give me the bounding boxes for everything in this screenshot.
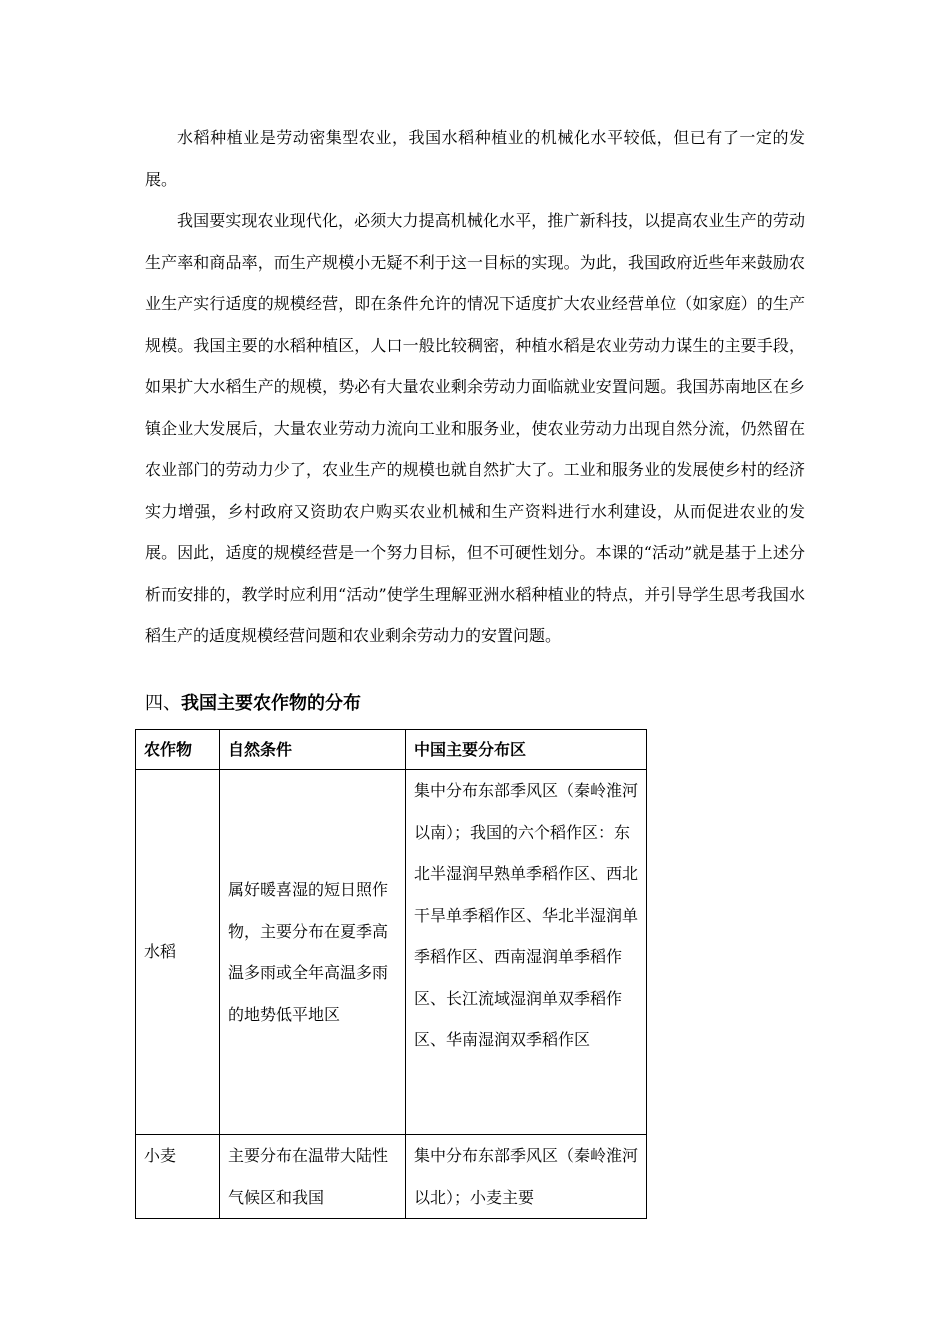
- header-conditions: 自然条件: [220, 730, 406, 770]
- section-heading: [145, 690, 361, 718]
- crop-cell: 小麦: [136, 1135, 220, 1219]
- conditions-cell: 属好暖喜湿的短日照作物，主要分布在夏季高温多雨或全年高温多雨的地势低平地区: [220, 770, 406, 1135]
- header-crop: 农作物: [136, 730, 220, 770]
- paragraph-rice-mechanization: 水稻种植业是劳动密集型农业，我国水稻种植业的机械化水平较低，但已有了一定的发展。: [145, 128, 805, 189]
- table-row: [136, 770, 647, 1135]
- table-row: [136, 1135, 647, 1219]
- crop-cell: 水稻: [136, 770, 220, 1135]
- distribution-cell: 集中分布东部季风区（秦岭淮河以北）；小麦主要: [406, 1135, 647, 1219]
- header-distribution: 中国主要分布区: [406, 730, 647, 770]
- section-number: 四、: [145, 693, 181, 714]
- table-header-row: [136, 730, 647, 770]
- conditions-cell: 主要分布在温带大陆性气候区和我国: [220, 1135, 406, 1219]
- section-title: 我国主要农作物的分布: [181, 693, 361, 714]
- distribution-cell: 集中分布东部季风区（秦岭淮河以南）；我国的六个稻作区：东北半湿润早熟单季稻作区、西北干旱单季稻作区、华北半湿润单季稻作区、西南湿润单季稻作区、长江流域湿润单双季稻作区、华南湿润双季稻作区: [406, 770, 647, 1135]
- paragraph-agricultural-modernization: 我国要实现农业现代化，必须大力提高机械化水平，推广新科技，以提高农业生产的劳动生产率和商品率，而生产规模小无疑不利于这一目标的实现。为此，我国政府近些年来鼓励农业生产实行适度的规模经营，即在条件允许的情况下适度扩大农业经营单位（如家庭）的生产规模。我国主要的水稻种植区，人口一般比较稠密，种植水稻是农业劳动力谋生的主要手段，如果扩大水稻生产的规模，势必有大量农业剩余劳动力面临就业安置问题。我国苏南地区在乡镇企业大发展后，大量农业劳动力流向工业和服务业，使农业劳动力出现自然分流，仍然留在农业部门的劳动力少了，农业生产的规模也就自然扩大了。工业和服务业的发展使乡村的经济实力增强，乡村政府又资助农户购买农业机械和生产资料进行水利建设，从而促进农业的发展。因此，适度的规模经营是一个努力目标，但不可硬性划分。本课的“活动”就是基于上述分析而安排的，教学时应利用“活动”使学生理解亚洲水稻种植业的特点，并引导学生思考我国水稻生产的适度规模经营问题和农业剩余劳动力的安置问题。: [145, 211, 805, 645]
- crop-distribution-table: [135, 729, 647, 1219]
